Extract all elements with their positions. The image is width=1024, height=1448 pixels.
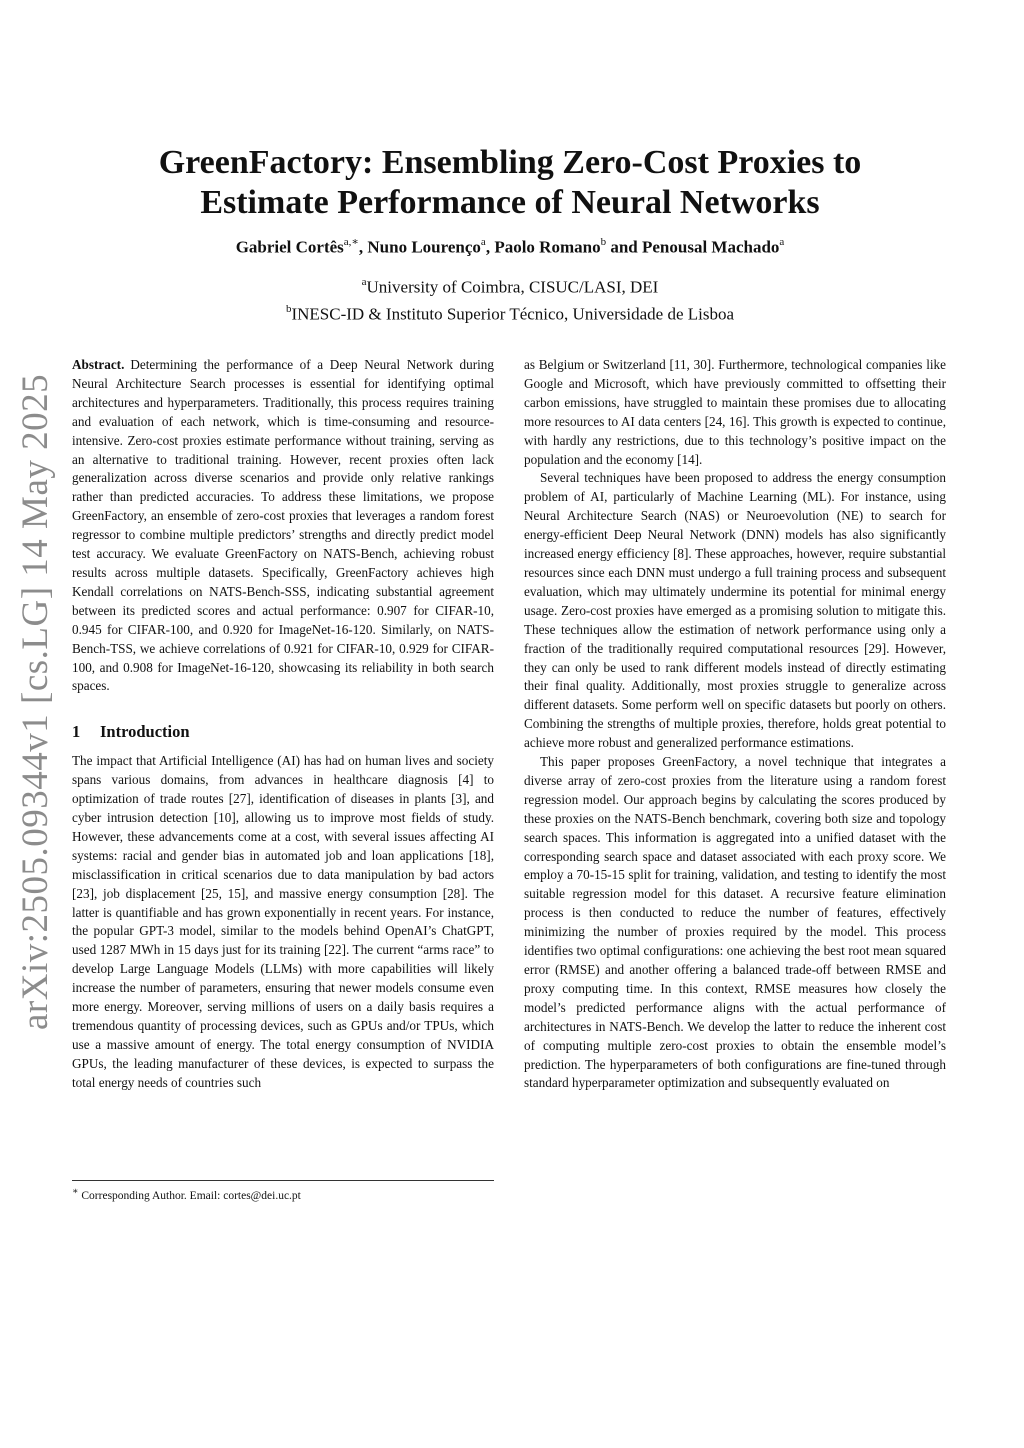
intro-paragraph-3: This paper proposes GreenFactory, a novel technique that integrates a diverse array of zero-cost proxies from the literature using a random forest regression model. Our approach begins by calculating the scores produced by these proxies on the NATS-Bench benchmark, covering both size and topology search spaces. This information is aggregated into a unified dataset with the corresponding search space and dataset associated with each proxy score. We employ a 70-15-15 split for training, validation, and testing to identify the most suitable regression model for this dataset. A recursive feature elimination process is then conducted to reduce the number of features, effectively minimizing the number of proxies required by the model. This process identifies two optimal configurations: one achieving the best root mean squared error (RMSE) and another offering a balanced trade-off between RMSE and proxy computing time. In this context, RMSE measures how closely the model’s predicted performance aligns with the actual performance of architectures in NATS-Bench. We develop the latter to reduce the inherent cost of computing multiple zero-cost proxies to obtain the ensemble model’s prediction. The hyperparameters of both configurations are fine-tuned through standard hyperparameter optimization and subsequently evaluated on xyxy=(524,754,946,1091)
left-column xyxy=(72,356,494,1093)
affiliation-text: University of Coimbra, CISUC/LASI, DEI xyxy=(366,277,659,297)
author-list xyxy=(100,232,920,259)
author-name: Paolo Romano xyxy=(494,237,601,257)
affiliation xyxy=(100,299,920,326)
author-separator: , xyxy=(358,237,368,257)
intro-paragraph-1-continued: as Belgium or Switzerland [11, 30]. Furthermore, technological companies like Google and Microsoft, which have previously committed to offsetting their carbon emissions, have struggled to maintain these promises due to allocating more resources to AI data centers [24, 16]. This growth is expected to continue, with hardly any restrictions, due to this technology’s positive impact on the population and the economy [14]. xyxy=(524,357,946,467)
author-name: Penousal Machado xyxy=(641,237,780,257)
affiliation xyxy=(100,272,920,299)
affiliation-text: INESC-ID & Instituto Superior Técnico, Universidade de Lisboa xyxy=(291,304,735,324)
abstract-label: Abstract. xyxy=(72,357,125,372)
paper-title xyxy=(100,143,920,223)
title-line-2: Estimate Performance of Neural Networks xyxy=(200,184,820,221)
footnote-divider xyxy=(72,1180,494,1181)
footnote-mark: ∗ xyxy=(72,1186,79,1197)
footnote xyxy=(72,1184,494,1204)
abstract xyxy=(72,356,494,696)
intro-paragraph-2: Several techniques have been proposed to address the energy consumption problem of AI, particularly of Machine Learning (ML). For instance, using Neural Architecture Search (NAS) or Neuroevolution (NE) to search for energy-efficient Deep Neural Network (DNN) models has also significantly increased energy efficiency [8]. These approaches, however, require substantial resources since each DNN must undergo a full training process and subsequent evaluation, which may ultimately undermine its potential for minimal energy usage. Zero-cost proxies have emerged as a promising solution to mitigate this. These techniques allow the estimation of network performance using only a fraction of the traditionally required computational resources [29]. However, they can only be used to rank different models instead of directly estimating their final quality. Additionally, most proxies struggle to generalize across different datasets. Some perform well on specific datasets but poorly on others. Combining the strengths of multiple proxies, therefore, holds great potential to achieve more robust and generalized performance estimations. xyxy=(524,470,946,751)
author-affiliation-mark: a xyxy=(779,236,785,248)
author-affiliation-mark: a,∗ xyxy=(343,236,359,248)
author-affiliation-mark: a xyxy=(480,236,486,248)
author-separator: and xyxy=(606,237,642,257)
intro-paragraph-1: The impact that Artificial Intelligence (AI) has had on human lives and society spans various domains, from advances in healthcare diagnosis [4] to optimization of trade routes [27], identification of diseases in plants [3], and cyber intrusion detection [10], allowing us to improve most fields of study. However, these advancements come at a cost, with several issues affecting AI systems: racial and gender bias in automated job and loan applications [18], misclassification in critical scenarios due to data manipulation by bad actors [23], job displacement [25, 15], and massive energy consumption [28]. The latter is quantifiable and has grown exponentially in recent years. For instance, the popular GPT-3 model, similar to the models behind OpenAI’s ChatGPT, used 1287 MWh in 15 days just for its training [22]. The current “arms race” to develop Large Language Models (LLMs) with more capabilities will likely increase the number of parameters, ensuring that newer models consume even more energy. Moreover, serving millions of users on a daily basis requires a tremendous quantity of processing devices, such as GPUs and/or TPUs, which use a massive amount of energy. The total energy consumption of NVIDIA GPUs, the leading manufacturer of these devices, is expected to surpass the total energy needs of countries such xyxy=(72,753,494,1090)
footnote-text: Corresponding Author. Email: cortes@dei.uc.pt xyxy=(81,1189,301,1202)
author-name: Nuno Lourenço xyxy=(367,237,481,257)
affiliation-mark: b xyxy=(285,302,292,315)
title-line-1: GreenFactory: Ensembling Zero-Cost Proxies to xyxy=(158,144,862,181)
right-column xyxy=(524,356,946,1093)
author-separator: , xyxy=(485,237,495,257)
arxiv-identifier-stamp: arXiv:2505.09344v1 [cs.LG] 14 May 2025 xyxy=(15,373,56,1030)
section-title: Introduction xyxy=(100,722,190,742)
author-name: Gabriel Cortês xyxy=(235,237,344,257)
affiliation-mark: a xyxy=(361,276,367,288)
abstract-text: Determining the performance of a Deep Neural Network during Neural Architecture Search processes is essential for identifying optimal architectures and hyperparameters. Traditionally, this process requires training and evaluation of each network, which is time-consuming and resource-intensive. Zero-cost proxies estimate performance without training, serving as an alternative to traditional training. However, recent proxies often lack generalization across diverse scenarios and provide only relative rankings rather than predicted accuracies. To address these limitations, we propose GreenFactory, an ensemble of zero-cost proxies that leverages a random forest regressor to combine multiple predictors’ strengths and directly predict model test accuracy. We evaluate GreenFactory on NATS-Bench, achieving robust results across multiple datasets. Specifically, GreenFactory achieves high Kendall correlations on NATS-Bench-SSS, indicating substantial agreement between its predicted scores and actual performance: 0.907 for CIFAR-10, 0.945 for CIFAR-100, and 0.920 for ImageNet-16-120. Similarly, on NATS-Bench-TSS, we achieve correlations of 0.921 for CIFAR-10, 0.929 for CIFAR-100, and 0.908 for ImageNet-16-120, showcasing its reliability in both search spaces. xyxy=(72,357,494,694)
section-heading-introduction xyxy=(72,722,494,742)
author-affiliation-mark: b xyxy=(600,236,607,248)
affiliation-list xyxy=(100,272,920,325)
section-number: 1 xyxy=(72,722,81,742)
